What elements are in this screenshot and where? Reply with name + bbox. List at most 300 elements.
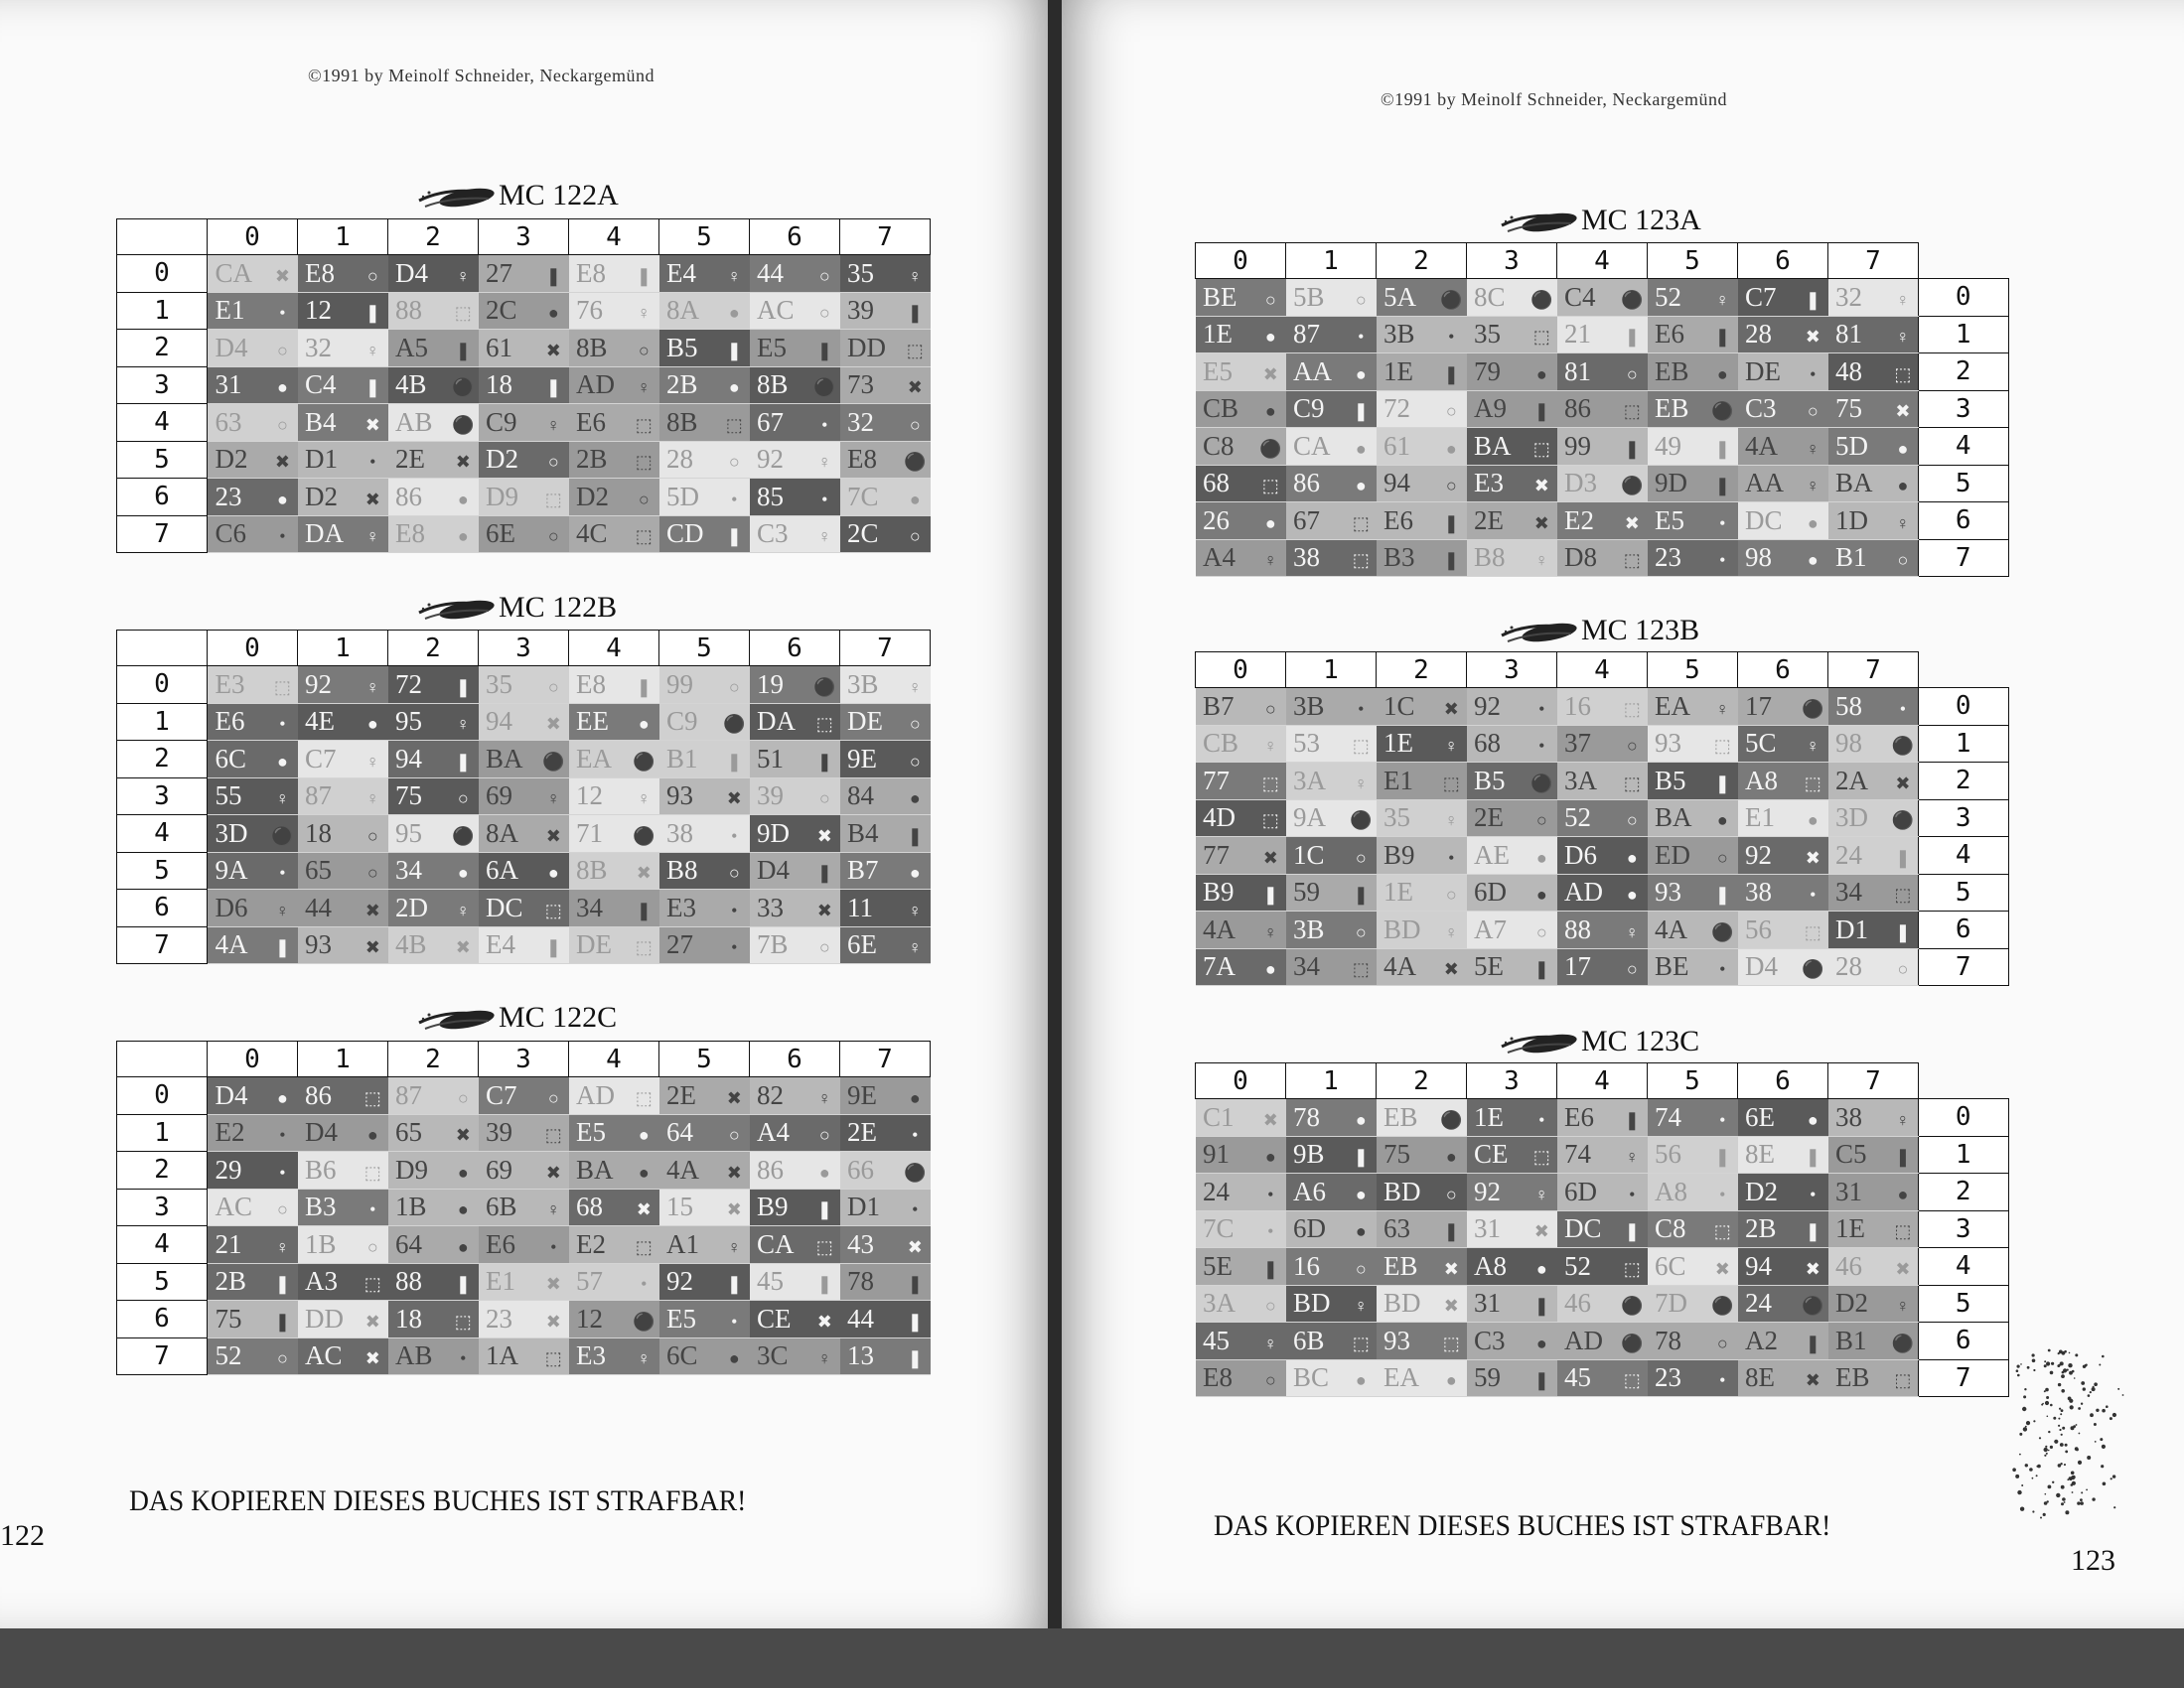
code-cell: [1196, 353, 1286, 391]
code-cell: [1648, 502, 1738, 540]
speckle-dot: [2016, 1369, 2019, 1372]
cell-symbol-icon: ○: [638, 340, 650, 360]
cell-code: 53: [1293, 728, 1321, 759]
code-cell: [1196, 428, 1286, 466]
cell-symbol-icon: ⚫: [633, 1311, 655, 1332]
code-cell: [388, 441, 479, 479]
code-cell: [1828, 799, 1919, 837]
column-header: 5: [1648, 243, 1738, 279]
speckle-dot: [2050, 1404, 2053, 1407]
row-header: 7: [1919, 1359, 2009, 1397]
cell-code: 12: [576, 780, 604, 811]
cell-code: 77: [1203, 765, 1231, 795]
row-header: 5: [117, 852, 208, 890]
cell-code: D2: [215, 444, 248, 475]
cell-code: DC: [486, 892, 523, 922]
code-cell: [1828, 539, 1919, 577]
cell-symbol-icon: ✖: [726, 1087, 742, 1108]
speckle-dot: [2044, 1455, 2046, 1457]
code-cell: [750, 1301, 840, 1338]
table-row: [117, 890, 931, 927]
cell-symbol-icon: ⚫: [1621, 1296, 1644, 1317]
cell-code: E1: [1383, 765, 1414, 795]
cell-symbol-icon: ●: [547, 863, 559, 884]
code-cell: [1738, 1099, 1828, 1137]
row-header: 4: [117, 404, 208, 442]
cell-code: 86: [1293, 468, 1321, 498]
code-cell: [208, 890, 298, 927]
cell-code: 35: [847, 257, 875, 288]
cell-code: BD: [1293, 1288, 1331, 1319]
cell-code: 9D: [757, 817, 791, 848]
corner-cell: [117, 631, 208, 666]
cell-symbol-icon: ○: [366, 863, 378, 884]
cell-symbol-icon: ♀: [1715, 289, 1730, 310]
cell-symbol-icon: ✖: [726, 1162, 742, 1183]
cell-symbol-icon: ✖: [907, 377, 923, 398]
cell-code: 2A: [1835, 765, 1869, 795]
cell-symbol-icon: ○: [818, 265, 830, 286]
cell-symbol-icon: ✖: [816, 825, 832, 846]
cell-symbol-icon: ✖: [1895, 773, 1911, 793]
cell-symbol-icon: ⚫: [1891, 810, 1915, 831]
cell-code: 66: [847, 1154, 875, 1185]
cell-symbol-icon: ○: [909, 414, 921, 435]
code-cell: [1557, 316, 1648, 353]
cell-symbol-icon: ⚫: [633, 751, 655, 772]
cell-code: C9: [1293, 393, 1325, 424]
cell-code: 18: [305, 817, 333, 848]
cell-symbol-icon: ✖: [455, 1125, 471, 1146]
cell-code: B1: [1835, 1325, 1867, 1355]
cell-symbol-icon: •: [912, 1125, 919, 1146]
cell-symbol-icon: •: [731, 937, 738, 958]
cell-symbol-icon: ❚: [1805, 289, 1820, 310]
cell-code: E8: [395, 518, 426, 549]
code-cell: [1738, 837, 1828, 875]
code-cell: [659, 479, 750, 516]
cell-code: 7B: [757, 929, 789, 960]
cell-symbol-icon: ○: [818, 1125, 830, 1146]
code-cell: [659, 1114, 750, 1152]
column-header: 7: [840, 219, 931, 255]
cell-code: B9: [1203, 877, 1235, 908]
table-title-text: MC 122B: [499, 591, 618, 624]
code-cell: [1828, 1285, 1919, 1323]
cell-symbol-icon: ●: [1897, 476, 1909, 496]
cell-code: D4: [1745, 951, 1779, 982]
speckle-dot: [2045, 1446, 2047, 1448]
cell-symbol-icon: ❚: [1895, 921, 1911, 942]
code-cell: [1557, 465, 1648, 502]
cell-symbol-icon: ♀: [456, 714, 471, 735]
speckle-dot: [2048, 1485, 2052, 1489]
cell-symbol-icon: ⬚: [1532, 1147, 1550, 1168]
code-cell: [298, 852, 388, 890]
cell-code: 35: [1474, 319, 1502, 350]
code-cell: [388, 703, 479, 741]
code-cell: [1467, 428, 1557, 466]
code-cell: [479, 330, 569, 367]
cell-symbol-icon: ⚫: [1621, 289, 1644, 310]
code-cell: [1648, 353, 1738, 391]
speckle-dot: [2101, 1465, 2104, 1468]
cell-code: 2E: [666, 1079, 697, 1110]
code-cell: [1557, 948, 1648, 986]
cell-code: 27: [486, 257, 513, 288]
code-cell: [1648, 279, 1738, 317]
speckle-dot: [2024, 1388, 2026, 1390]
cell-code: 71: [576, 817, 604, 848]
cell-code: 93: [1655, 728, 1682, 759]
column-header: 1: [1286, 243, 1377, 279]
cell-code: E6: [1383, 504, 1414, 535]
cell-symbol-icon: ○: [1445, 1184, 1457, 1204]
cell-code: 38: [1745, 877, 1773, 908]
copy-warning-left: DAS KOPIEREN DIESES BUCHES IST STRAFBAR!: [129, 1484, 747, 1517]
cell-symbol-icon: ❚: [1443, 550, 1459, 571]
cell-symbol-icon: ❚: [455, 340, 471, 360]
row-header: 5: [1919, 874, 2009, 912]
table-row: [117, 404, 931, 442]
cell-symbol-icon: ❚: [1262, 1258, 1278, 1279]
code-cell: [1377, 688, 1467, 726]
cell-code: EB: [1655, 355, 1689, 386]
cell-code: E8: [847, 444, 878, 475]
cell-symbol-icon: ✖: [364, 414, 380, 435]
cell-code: 23: [215, 481, 242, 511]
code-cell: [1828, 428, 1919, 466]
speckle-dot: [2069, 1371, 2073, 1375]
copyright-right: ©1991 by Meinolf Schneider, Neckargemünd: [1381, 89, 1728, 109]
code-cell: [298, 441, 388, 479]
speckle-dot: [2022, 1407, 2026, 1411]
cell-code: 86: [395, 481, 423, 511]
cell-code: ED: [1655, 839, 1691, 870]
cell-code: C7: [486, 1079, 517, 1110]
cell-code: C4: [1564, 281, 1596, 312]
speckle-dot: [2106, 1405, 2109, 1408]
code-cell: [298, 1337, 388, 1375]
cell-symbol-icon: ○: [1897, 959, 1909, 980]
cell-symbol-icon: ❚: [1262, 885, 1278, 906]
cell-code: 2B: [576, 444, 608, 475]
cell-symbol-icon: ⬚: [635, 1236, 653, 1257]
code-cell: [208, 1263, 298, 1301]
code-cell: [750, 330, 840, 367]
cell-symbol-icon: ❚: [455, 751, 471, 772]
cell-code: 2B: [1745, 1213, 1777, 1244]
cell-code: 99: [1564, 430, 1592, 461]
cell-symbol-icon: ⚫: [1440, 289, 1463, 310]
cell-code: AD: [576, 369, 616, 400]
cell-code: 49: [1655, 430, 1682, 461]
code-cell: [388, 1301, 479, 1338]
cell-code: CE: [1474, 1139, 1509, 1170]
code-cell: [1467, 279, 1557, 317]
cell-code: 5D: [1835, 430, 1869, 461]
cell-symbol-icon: ○: [366, 1236, 378, 1257]
cell-symbol-icon: ❚: [907, 825, 923, 846]
column-header: 4: [1557, 652, 1648, 688]
cell-code: DD: [847, 332, 887, 362]
code-cell: [659, 1189, 750, 1226]
cell-symbol-icon: ✖: [1895, 401, 1911, 422]
column-header: 6: [1738, 1063, 1828, 1099]
cell-symbol-icon: ⬚: [1442, 1333, 1460, 1353]
cell-symbol-icon: ○: [1716, 847, 1728, 868]
cell-code: 75: [1835, 393, 1863, 424]
cell-symbol-icon: •: [731, 900, 738, 920]
row-header: 6: [1919, 502, 2009, 540]
code-cell: [1286, 1099, 1377, 1137]
table-row: [117, 292, 931, 330]
cell-symbol-icon: ❚: [1624, 1221, 1640, 1242]
cell-code: 67: [1293, 504, 1321, 535]
cell-symbol-icon: ⬚: [1713, 736, 1731, 757]
cell-code: 24: [1745, 1288, 1773, 1319]
code-cell: [388, 255, 479, 293]
code-cell: [1377, 465, 1467, 502]
cell-code: 8E: [1745, 1362, 1776, 1393]
cell-symbol-icon: ○: [909, 751, 921, 772]
code-cell: [1828, 316, 1919, 353]
cell-symbol-icon: •: [279, 526, 286, 547]
cell-code: 29: [215, 1154, 242, 1185]
cell-code: 6B: [486, 1192, 517, 1222]
code-cell: [1286, 763, 1377, 800]
cell-symbol-icon: ⬚: [906, 340, 924, 360]
cell-symbol-icon: ○: [366, 825, 378, 846]
cell-symbol-icon: ❚: [1805, 1147, 1820, 1168]
cell-symbol-icon: ✖: [1805, 847, 1820, 868]
cell-symbol-icon: ●: [1355, 363, 1367, 384]
cell-code: D6: [1564, 839, 1598, 870]
cell-symbol-icon: ♀: [1806, 438, 1820, 459]
cell-symbol-icon: ●: [276, 751, 288, 772]
cell-code: BD: [1383, 914, 1421, 944]
cell-code: B5: [1655, 765, 1686, 795]
speckle-dot: [2096, 1409, 2099, 1412]
cell-code: 86: [757, 1154, 785, 1185]
cell-symbol-icon: ○: [1626, 810, 1638, 831]
cell-symbol-icon: ⬚: [1623, 550, 1641, 571]
cell-symbol-icon: ♀: [1806, 736, 1820, 757]
code-cell: [1828, 390, 1919, 428]
comet-logo-icon: [417, 595, 497, 625]
code-cell: [479, 1263, 569, 1301]
cell-symbol-icon: ♀: [365, 676, 380, 697]
code-cell: [1196, 688, 1286, 726]
cell-symbol-icon: ●: [728, 303, 740, 324]
cell-symbol-icon: ●: [276, 489, 288, 509]
code-cell: [479, 479, 569, 516]
corner-cell: [1919, 1063, 2009, 1099]
cell-code: 6D: [1564, 1176, 1598, 1206]
cell-symbol-icon: ○: [547, 676, 559, 697]
cell-symbol-icon: ⬚: [815, 1236, 833, 1257]
speckle-dot: [2093, 1386, 2095, 1388]
cell-symbol-icon: •: [1538, 698, 1545, 719]
cell-symbol-icon: ●: [1355, 1184, 1367, 1204]
table-row: [117, 366, 931, 404]
cell-symbol-icon: ⬚: [1532, 438, 1550, 459]
speckle-dot: [2050, 1446, 2053, 1449]
cell-code: E4: [666, 257, 697, 288]
cell-code: 7C: [847, 481, 879, 511]
cell-code: 64: [395, 1228, 423, 1259]
code-cell: [1196, 948, 1286, 986]
code-cell: [1557, 353, 1648, 391]
cell-code: 48: [1835, 355, 1863, 386]
code-cell: [388, 1337, 479, 1375]
column-header: 0: [1196, 1063, 1286, 1099]
code-cell: [1196, 1359, 1286, 1397]
column-header: 6: [750, 631, 840, 666]
cell-symbol-icon: ❚: [1805, 1221, 1820, 1242]
code-cell: [840, 741, 931, 778]
cell-symbol-icon: ⚫: [1621, 476, 1644, 496]
cell-code: AB: [395, 1340, 433, 1371]
cell-symbol-icon: ✖: [364, 489, 380, 509]
code-cell: [1286, 316, 1377, 353]
code-cell: [1557, 279, 1648, 317]
code-cell: [1377, 799, 1467, 837]
code-cell: [298, 1077, 388, 1115]
speckle-dot: [2051, 1362, 2054, 1365]
cell-code: 28: [666, 444, 694, 475]
column-header: 0: [208, 631, 298, 666]
cell-code: A4: [1203, 542, 1237, 573]
cell-symbol-icon: ♀: [908, 937, 923, 958]
cell-code: 1B: [305, 1228, 337, 1259]
cell-code: D4: [395, 257, 429, 288]
column-header: 1: [1286, 1063, 1377, 1099]
code-cell: [840, 1263, 931, 1301]
cell-code: 8B: [576, 332, 608, 362]
cell-code: 3D: [215, 817, 248, 848]
code-cell: [750, 404, 840, 442]
speckle-dot: [2058, 1425, 2060, 1427]
code-cell: [479, 777, 569, 815]
speckle-dot: [2076, 1424, 2078, 1426]
cell-symbol-icon: •: [1538, 1109, 1545, 1130]
cell-code: E3: [1474, 468, 1505, 498]
cell-code: 88: [395, 1266, 423, 1297]
column-header: 2: [388, 219, 479, 255]
code-cell: [298, 1152, 388, 1190]
speckle-dot: [2102, 1445, 2106, 1449]
cell-symbol-icon: ❚: [1895, 1147, 1911, 1168]
code-cell: [569, 777, 659, 815]
code-cell: [388, 1077, 479, 1115]
code-cell: [1377, 763, 1467, 800]
code-cell: [1196, 799, 1286, 837]
cell-symbol-icon: ❚: [726, 1274, 742, 1295]
cell-symbol-icon: ●: [909, 1087, 921, 1108]
cell-symbol-icon: ⚫: [1440, 1109, 1463, 1130]
row-header: 6: [117, 479, 208, 516]
cell-symbol-icon: ●: [818, 1162, 830, 1183]
speckle-dot: [2029, 1468, 2033, 1472]
cell-code: 9E: [847, 1079, 878, 1110]
cell-code: 24: [1835, 839, 1863, 870]
cell-symbol-icon: •: [731, 489, 738, 509]
table-row: [1196, 837, 2009, 875]
cell-code: B4: [847, 817, 879, 848]
table-title: [417, 591, 617, 625]
cell-code: 35: [486, 668, 513, 699]
cell-symbol-icon: ⬚: [635, 526, 653, 547]
cell-code: 7D: [1655, 1288, 1688, 1319]
code-cell: [1648, 316, 1738, 353]
cell-symbol-icon: ⬚: [1261, 810, 1279, 831]
code-cell: [1196, 837, 1286, 875]
cell-symbol-icon: ○: [1355, 289, 1367, 310]
column-header: 2: [1377, 652, 1467, 688]
code-table: [1195, 651, 2009, 986]
cell-code: D4: [215, 332, 248, 362]
cell-code: 87: [395, 1079, 423, 1110]
cell-symbol-icon: ○: [728, 452, 740, 473]
row-header: 2: [117, 741, 208, 778]
cell-code: C3: [1745, 393, 1777, 424]
code-cell: [1196, 1174, 1286, 1211]
cell-code: 34: [1293, 951, 1321, 982]
cell-symbol-icon: •: [1810, 363, 1817, 384]
cell-code: 4B: [395, 929, 427, 960]
column-header: 7: [1828, 243, 1919, 279]
cell-code: 2E: [847, 1117, 878, 1148]
row-header: 2: [117, 330, 208, 367]
code-cell: [840, 1077, 931, 1115]
speckle-dot: [2044, 1501, 2048, 1505]
code-cell: [1286, 725, 1377, 763]
code-cell: [1467, 465, 1557, 502]
code-cell: [1196, 316, 1286, 353]
cell-code: CB: [1203, 393, 1239, 424]
cell-symbol-icon: ●: [276, 1087, 288, 1108]
speckle-dot: [2058, 1464, 2062, 1468]
cell-code: 4C: [576, 518, 608, 549]
speckle-dot: [2036, 1475, 2038, 1477]
code-cell: [1467, 1323, 1557, 1360]
code-cell: [1828, 1136, 1919, 1174]
cell-symbol-icon: ⚫: [1530, 773, 1553, 793]
code-cell: [750, 255, 840, 293]
speckle-dot: [2064, 1501, 2066, 1503]
code-cell: [659, 366, 750, 404]
cell-code: 8A: [666, 295, 700, 326]
cell-symbol-icon: ⚫: [1711, 401, 1734, 422]
cell-code: E6: [215, 706, 245, 737]
code-cell: [1828, 725, 1919, 763]
code-table: [116, 630, 931, 964]
code-cell: [840, 815, 931, 853]
cell-code: 82: [757, 1079, 785, 1110]
cell-symbol-icon: ⬚: [454, 303, 472, 324]
cell-code: 68: [576, 1192, 604, 1222]
row-header: 0: [117, 255, 208, 293]
code-cell: [1648, 1359, 1738, 1397]
cell-symbol-icon: ❚: [1714, 773, 1730, 793]
cell-code: 5A: [1383, 281, 1417, 312]
cell-symbol-icon: ❚: [1353, 401, 1369, 422]
code-cell: [1648, 1248, 1738, 1286]
code-cell: [1467, 353, 1557, 391]
code-cell: [298, 890, 388, 927]
cell-code: C7: [305, 743, 337, 774]
